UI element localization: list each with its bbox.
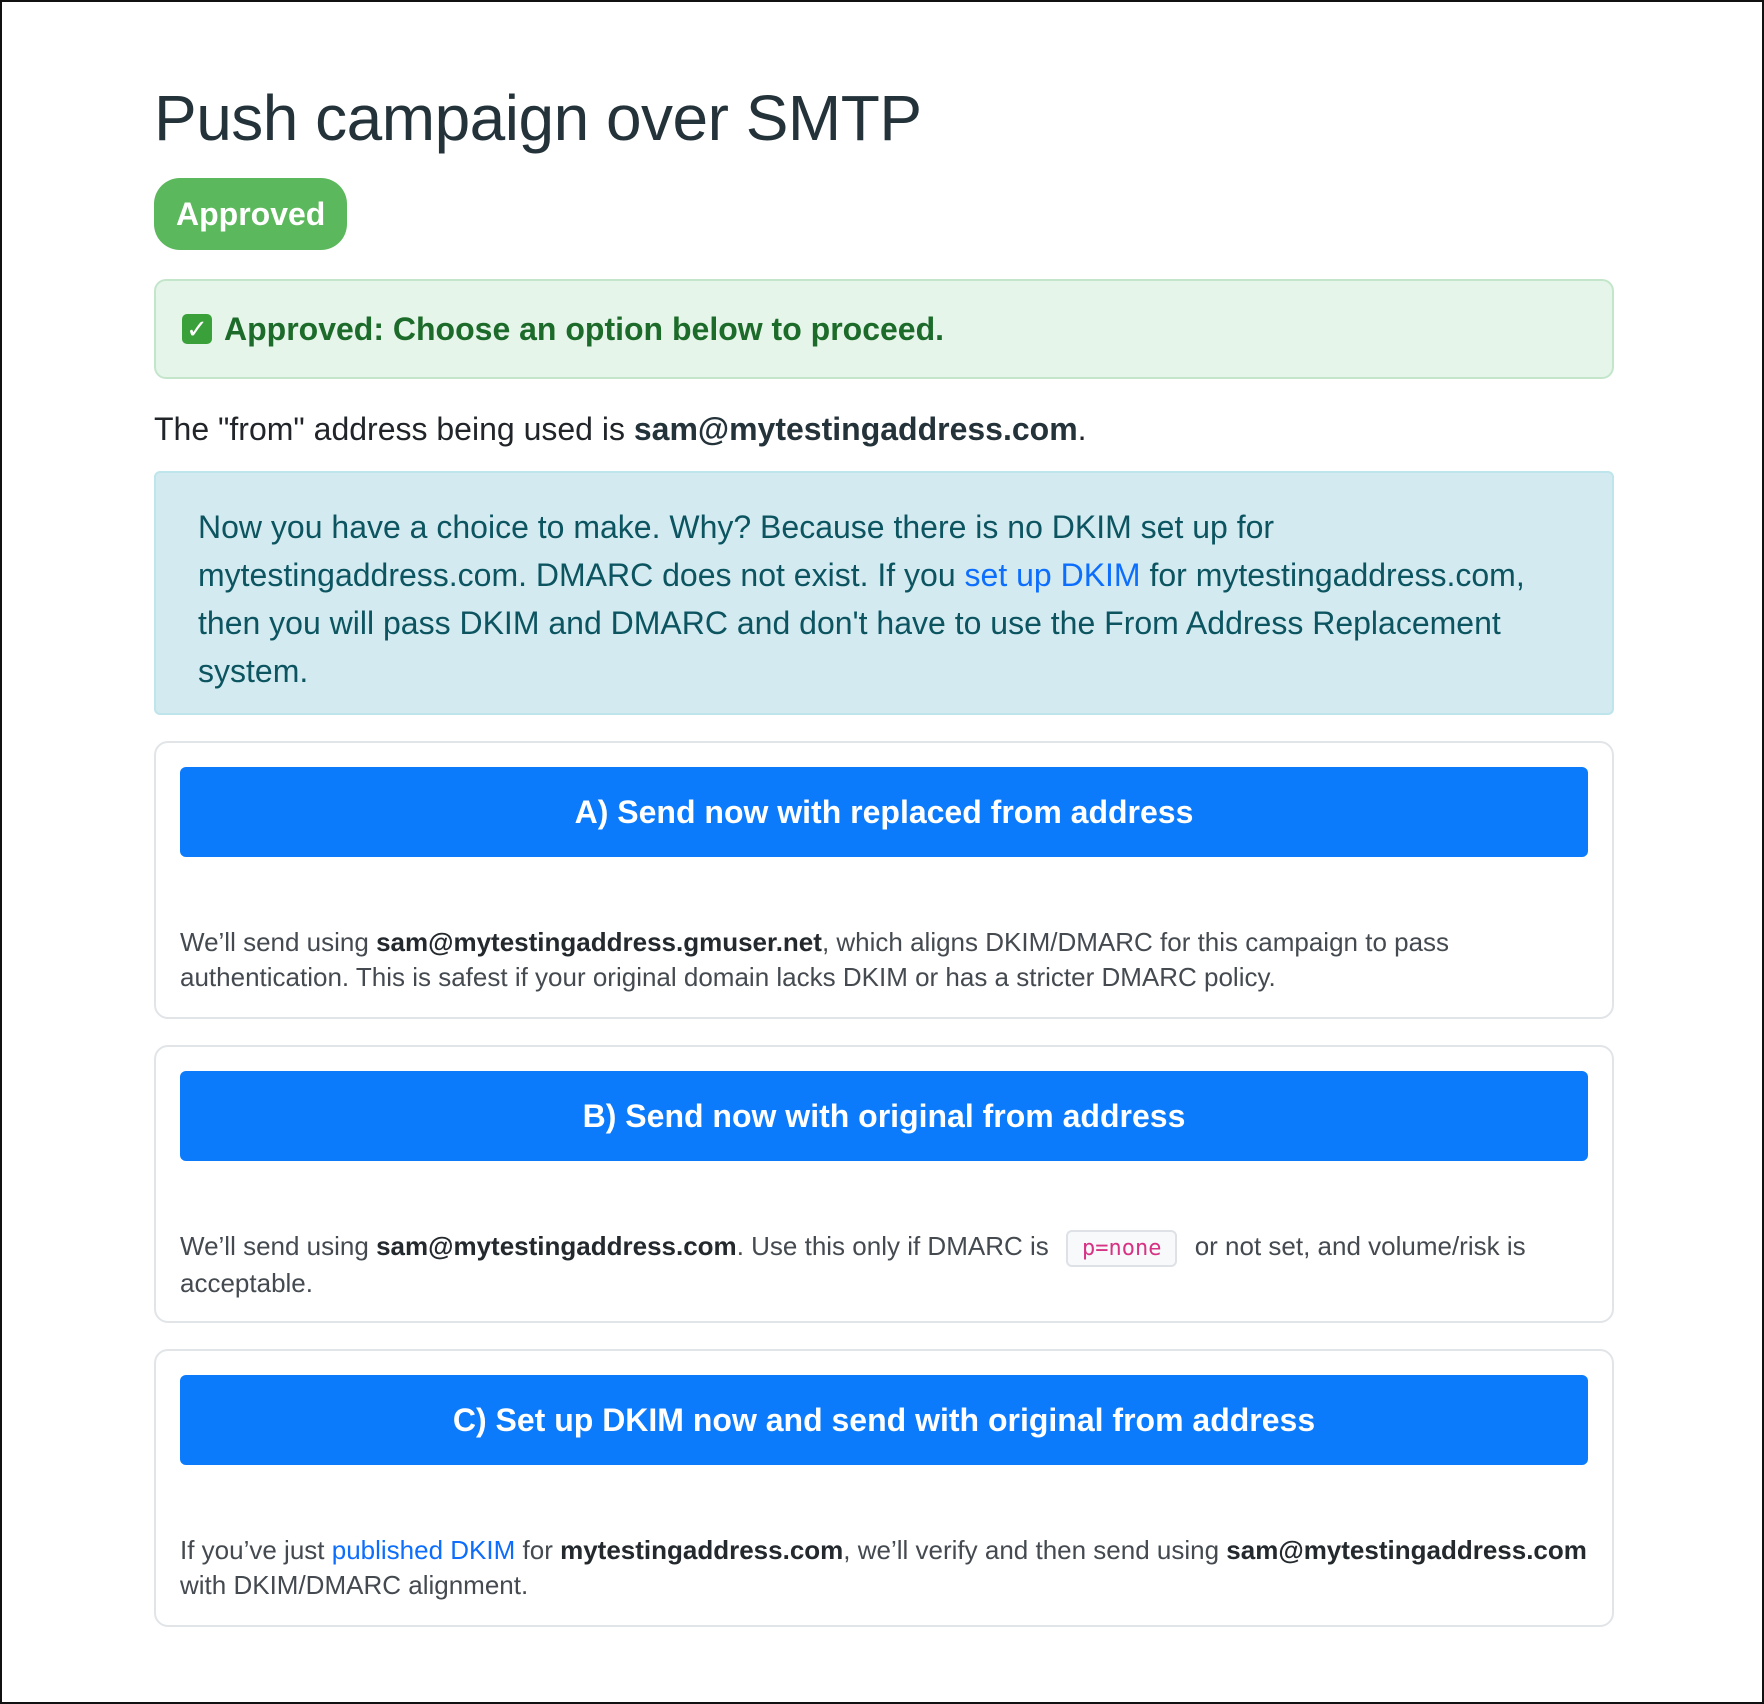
option-c-desc-prefix: If you’ve just bbox=[180, 1535, 332, 1565]
setup-dkim-link[interactable]: set up DKIM bbox=[964, 557, 1141, 593]
option-a-desc-prefix: We’ll send using bbox=[180, 927, 377, 957]
option-b-desc-suffix: or not set, and volume/risk is acceptable. bbox=[180, 1231, 1526, 1298]
option-b-desc-prefix: We’ll send using bbox=[180, 1231, 377, 1261]
option-b-card bbox=[154, 1045, 1614, 1323]
option-c-desc-for: for bbox=[515, 1535, 561, 1565]
send-original-from-button[interactable]: B) Send now with original from address bbox=[180, 1071, 1588, 1161]
option-c-desc-middle: , we’ll verify and then send using bbox=[843, 1535, 1227, 1565]
success-alert-text: Approved: Choose an option below to proceed. bbox=[224, 310, 945, 347]
from-address: sam@mytestingaddress.com bbox=[633, 411, 1078, 447]
page-title: Push campaign over SMTP bbox=[154, 82, 922, 154]
option-b-address: sam@mytestingaddress.com bbox=[376, 1231, 737, 1261]
from-line-suffix: . bbox=[1077, 411, 1087, 447]
dmarc-policy-code: p=none bbox=[1066, 1230, 1177, 1267]
status-badge: Approved bbox=[154, 178, 347, 250]
option-c-domain: mytestingaddress.com bbox=[560, 1535, 844, 1565]
option-b-desc-middle: . Use this only if DMARC is bbox=[736, 1231, 1056, 1261]
option-c-desc-suffix: with DKIM/DMARC alignment. bbox=[180, 1570, 529, 1600]
info-text-1: Now you have a choice to make. Why? Because there is no DKIM set up for mytestingaddress.com. DMARC does not exist. If you bbox=[198, 509, 1275, 593]
send-replaced-from-button[interactable]: A) Send now with replaced from address bbox=[180, 767, 1588, 857]
info-text-2: for mytestingaddress.com, then you will pass DKIM and DMARC and don't have to use the From Address Replacement system. bbox=[198, 557, 1525, 689]
option-a-description bbox=[180, 925, 1590, 995]
from-line-prefix: The "from" address being used is bbox=[154, 411, 634, 447]
info-alert bbox=[154, 471, 1614, 715]
option-c-address: sam@mytestingaddress.com bbox=[1226, 1535, 1587, 1565]
option-b-description bbox=[180, 1229, 1590, 1301]
setup-dkim-send-button[interactable]: C) Set up DKIM now and send with original from address bbox=[180, 1375, 1588, 1465]
option-c-card bbox=[154, 1349, 1614, 1627]
published-dkim-link[interactable]: published DKIM bbox=[331, 1535, 516, 1565]
from-address-line bbox=[154, 406, 1087, 452]
option-c-description bbox=[180, 1533, 1590, 1603]
check-mark-icon: ✓ bbox=[182, 314, 212, 344]
success-alert bbox=[154, 279, 1614, 379]
option-a-card bbox=[154, 741, 1614, 1019]
option-a-address: sam@mytestingaddress.gmuser.net bbox=[376, 927, 822, 957]
option-a-desc-suffix: , which aligns DKIM/DMARC for this campaign to pass authentication. This is safest if your original domain lacks DKIM or has a stricter DMARC policy. bbox=[180, 927, 1450, 992]
